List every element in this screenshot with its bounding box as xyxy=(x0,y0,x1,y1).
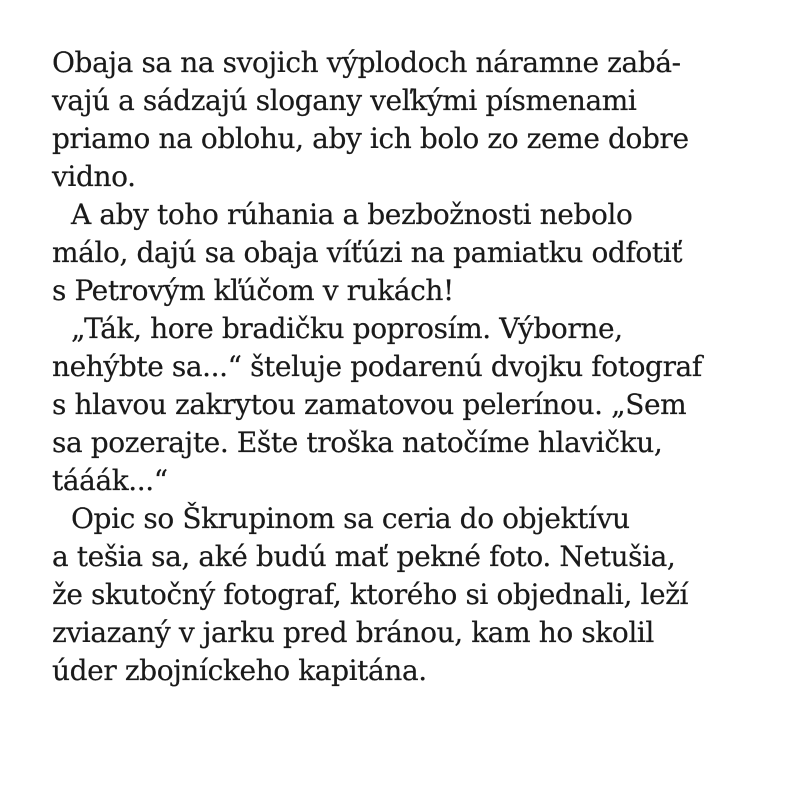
text-line: Obaja sa na svojich výplodoch náramne zabá- xyxy=(52,46,681,79)
text-line: s hlavou zakrytou zamatovou pelerínou. „Sem xyxy=(52,388,687,421)
text-line: priamo na oblohu, aby ich bolo zo zeme dobre xyxy=(52,122,689,155)
text-line: tááák...“ xyxy=(52,464,168,497)
body-text xyxy=(52,44,752,690)
text-line: vidno. xyxy=(52,160,136,193)
text-line: s Petrovým kľúčom v rukách! xyxy=(52,274,454,307)
text-line: Opic so Škrupinom sa ceria do objektívu xyxy=(71,502,630,535)
text-line: vajú a sádzajú slogany veľkými písmenami xyxy=(52,84,637,117)
text-line: zviazaný v jarku pred bránou, kam ho skolil xyxy=(52,616,654,649)
text-line: že skutočný fotograf, ktorého si objednali, leží xyxy=(52,578,689,611)
text-line: málo, dajú sa obaja víťúzi na pamiatku odfotiť xyxy=(52,236,683,269)
text-line: „Ták, hore bradičku poprosím. Výborne, xyxy=(71,312,623,345)
text-line: a tešia sa, aké budú mať pekné foto. Netušia, xyxy=(52,540,676,573)
text-line: sa pozerajte. Ešte troška natočíme hlavičku, xyxy=(52,426,663,459)
text-line: úder zbojníckeho kapitána. xyxy=(52,654,427,687)
text-line: nehýbte sa...“ šteluje podarenú dvojku fotograf xyxy=(52,350,702,383)
text-line: A aby toho rúhania a bezbožnosti nebolo xyxy=(71,198,633,231)
